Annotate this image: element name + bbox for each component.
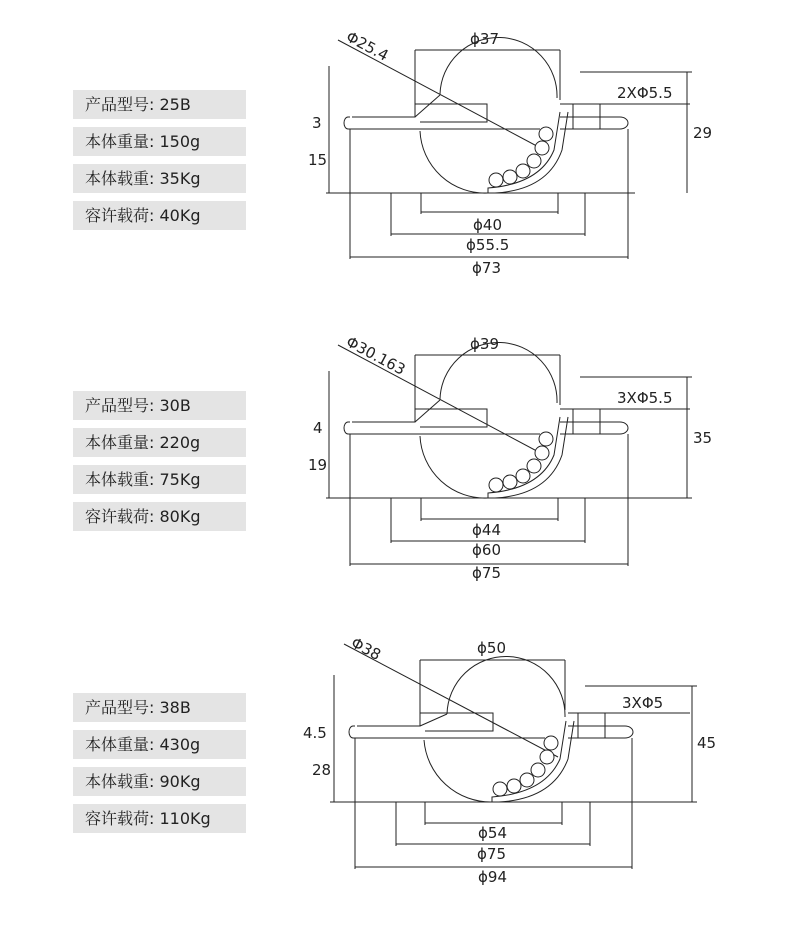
spec-label: 容许载荷: — [85, 206, 155, 225]
dia-2-label: ϕ55.5 — [466, 236, 510, 254]
ball-transfer-drawing — [0, 305, 789, 605]
product-section-38b — [0, 612, 789, 912]
dia-3-label: ϕ75 — [472, 564, 501, 582]
top-dia-label: ϕ50 — [477, 639, 506, 657]
spec-label: 本体载重: — [85, 470, 155, 489]
holes-label: 3XΦ5 — [622, 694, 664, 712]
holes-label: 2XΦ5.5 — [617, 84, 673, 102]
body-height-label: 28 — [312, 761, 332, 779]
spec-value: 30B — [159, 396, 191, 415]
flange-height-label: 4.5 — [303, 724, 327, 742]
body-height-label: 15 — [308, 151, 328, 169]
top-dia-label: ϕ37 — [470, 30, 499, 48]
spec-value: 38B — [159, 698, 191, 717]
dia-1-label: ϕ40 — [473, 216, 502, 234]
body-height-label: 19 — [308, 456, 328, 474]
product-section-25b — [0, 0, 789, 300]
holes-label: 3XΦ5.5 — [617, 389, 673, 407]
spec-label: 产品型号: — [85, 698, 155, 717]
dia-2-label: ϕ75 — [477, 845, 506, 863]
spec-label: 产品型号: — [85, 95, 155, 114]
flange-height-label: 3 — [312, 114, 322, 132]
spec-value: 110Kg — [159, 809, 211, 828]
spec-label: 产品型号: — [85, 396, 155, 415]
total-height-label: 35 — [693, 429, 713, 447]
dia-3-label: ϕ94 — [478, 868, 507, 886]
total-height-label: 29 — [693, 124, 713, 142]
spec-value: 80Kg — [159, 507, 201, 526]
ball-dia-label: Φ25.4 — [343, 27, 392, 65]
spec-label: 本体载重: — [85, 169, 155, 188]
spec-value: 35Kg — [159, 169, 201, 188]
spec-value: 90Kg — [159, 772, 201, 791]
ball-transfer-drawing — [0, 612, 789, 912]
dia-3-label: ϕ73 — [472, 259, 501, 277]
spec-label: 本体重量: — [85, 132, 155, 151]
spec-label: 本体重量: — [85, 735, 155, 754]
spec-value: 150g — [159, 132, 201, 151]
top-dia-label: ϕ39 — [470, 335, 499, 353]
flange-height-label: 4 — [313, 419, 323, 437]
spec-value: 25B — [159, 95, 191, 114]
total-height-label: 45 — [697, 734, 717, 752]
ball-transfer-drawing — [0, 0, 789, 300]
ball-dia-label: Φ38 — [348, 633, 384, 665]
spec-label: 容许载荷: — [85, 507, 155, 526]
spec-value: 40Kg — [159, 206, 201, 225]
spec-value: 220g — [159, 433, 201, 452]
dia-1-label: ϕ54 — [478, 824, 507, 842]
dia-1-label: ϕ44 — [472, 521, 501, 539]
spec-label: 本体重量: — [85, 433, 155, 452]
product-section-30b — [0, 305, 789, 605]
spec-label: 本体载重: — [85, 772, 155, 791]
spec-value: 75Kg — [159, 470, 201, 489]
ball-dia-label: Φ30.163 — [343, 332, 409, 379]
spec-value: 430g — [159, 735, 201, 754]
spec-label: 容许载荷: — [85, 809, 155, 828]
dia-2-label: ϕ60 — [472, 541, 501, 559]
